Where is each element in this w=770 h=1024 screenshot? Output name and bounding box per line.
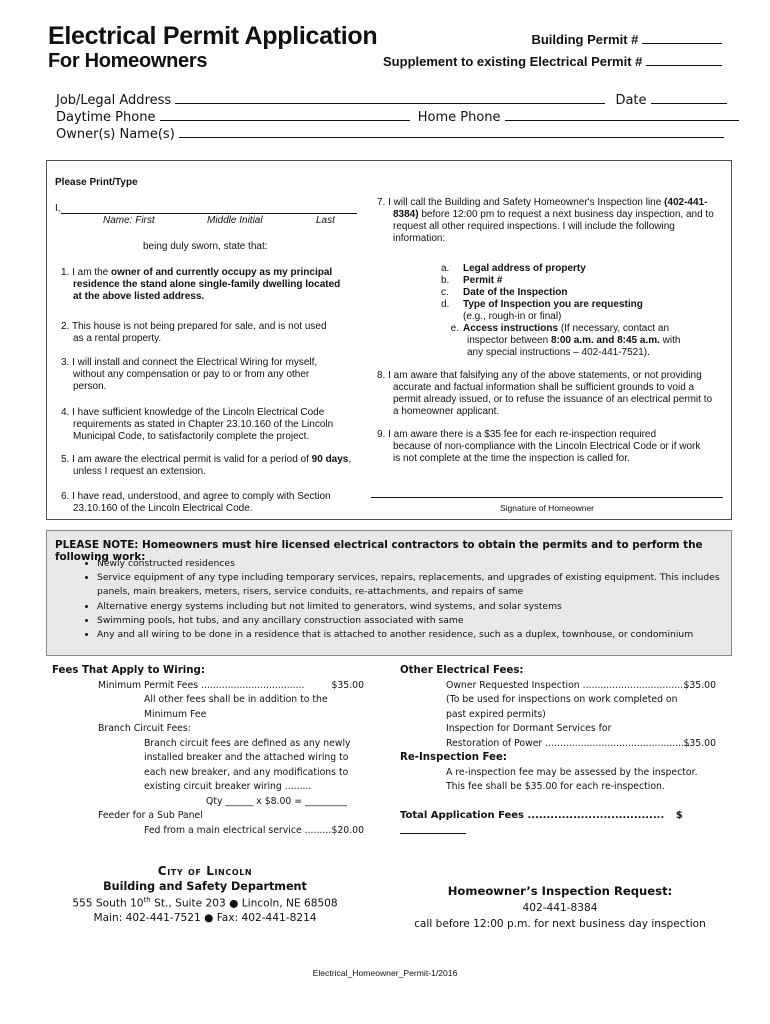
- sub-e2-b: with: [659, 335, 681, 346]
- job-address-row: [56, 90, 727, 108]
- owner-inspection-row: [400, 679, 720, 694]
- signature-label: Signature of Homeowner: [499, 503, 595, 513]
- other-fees-title: Other Electrical Fees:: [400, 665, 524, 676]
- list-item: [61, 267, 361, 303]
- inspection-request-note: call before 12:00 p.m. for next business day inspection: [414, 918, 706, 930]
- sub-b-text: Permit #: [463, 275, 503, 286]
- name-last-label: Last: [316, 215, 335, 226]
- sub-a-text: Legal address of property: [463, 263, 586, 274]
- dormant-amount: $35.00: [683, 737, 716, 749]
- owner-names-label: Owner(s) Name(s): [56, 127, 175, 142]
- note-list: [71, 557, 737, 642]
- sub-e-text: Access instructions: [463, 323, 559, 334]
- item8-line1: 8. I am aware that falsifying any of the above statements, or not providing: [377, 370, 702, 381]
- department-name: Building and Safety Department: [103, 880, 307, 893]
- list-item: • Newly constructed residences: [97, 557, 737, 571]
- inspection-request-phone: 402-441-8384: [522, 902, 598, 914]
- item3-line3: person.: [73, 381, 107, 392]
- building-permit-label: Building Permit #: [531, 32, 639, 47]
- home-phone-label: Home Phone: [417, 110, 501, 125]
- form-title: Electrical Permit Application: [48, 22, 378, 50]
- reinspection-line2: This fee shall be $35.00 for each re-inspection.: [446, 781, 665, 792]
- min-permit-row: [52, 679, 372, 694]
- item8-line3: permit already issued, or to refuse the issuance of an electrical permit to: [393, 394, 713, 405]
- list-item: • Any and all wiring to be done in a residence that is attached to another residence, such as a duplex, townhouse, or condominium: [97, 628, 737, 642]
- list-item: • Alternative energy systems including but not limited to generators, wind systems, and solar systems: [97, 600, 737, 614]
- feeder-title: Feeder for a Sub Panel: [98, 810, 203, 821]
- wiring-fees-section: [52, 664, 372, 838]
- list-item: [61, 357, 317, 393]
- department-phones: Main: 402-441-7521 ● Fax: 402-441-8214: [93, 911, 317, 924]
- name-first-label: Name: First: [103, 215, 155, 226]
- dormant-line1: Inspection for Dormant Services for: [446, 723, 612, 734]
- item2-line2: as a rental property.: [73, 333, 162, 344]
- sub-d-example: (e.g., rough-in or final): [463, 311, 562, 322]
- feeder-amount: $20.00: [331, 824, 364, 836]
- item3-line2: without any compensation or pay to or from any other: [73, 369, 310, 380]
- total-fees-row: [400, 809, 720, 840]
- owner-names-input[interactable]: [179, 124, 724, 138]
- inspection-request-title: Homeowner’s Inspection Request:: [447, 884, 673, 898]
- list-item: [441, 323, 731, 335]
- item5-line2: unless I request an extension.: [73, 466, 206, 477]
- sub-e2-bold: 8:00 a.m. and 8:45 a.m.: [550, 335, 660, 346]
- list-item: • Service equipment of any type including temporary services, repairs, replacements, and upgrades of existing equipment. This includes panels, main breakers, meters, risers, service conduits, re-attachments, and repairs of same: [97, 571, 737, 599]
- supplement-permit-input[interactable]: [646, 52, 722, 66]
- item5-line1: 5. I am aware the electrical permit is valid for a period of: [61, 454, 312, 465]
- job-address-input[interactable]: [175, 90, 605, 104]
- daytime-phone-label: Daytime Phone: [56, 110, 156, 125]
- other-fees-section: [400, 664, 720, 840]
- branch-title: Branch Circuit Fees:: [98, 723, 191, 734]
- licensed-contractor-note: [46, 530, 732, 656]
- building-permit-field: [531, 30, 722, 47]
- date-input[interactable]: [651, 90, 727, 104]
- sub-e2-a: inspector between: [467, 335, 551, 346]
- item4-line1: 4. I have sufficient knowledge of the Lincoln Electrical Code: [61, 407, 325, 418]
- item2-line1: 2. This house is not being prepared for sale, and is not used: [61, 321, 327, 332]
- date-label: Date: [615, 93, 647, 108]
- item7-bold-2: 8384): [393, 209, 419, 220]
- reinspection-line1: A re-inspection fee may be assessed by the inspector.: [446, 766, 698, 778]
- item7-line1: 7. I will call the Building and Safety Homeowner's Inspection line: [377, 197, 665, 208]
- sub-c-letter: c.: [441, 287, 449, 298]
- list-item: • Swimming pools, hot tubs, and any ancillary construction associated with same: [97, 614, 737, 628]
- inspection-info-list: [441, 263, 731, 359]
- city-contact-block: [50, 864, 360, 924]
- address-part1: 555 South 10: [72, 897, 144, 910]
- total-fees-input[interactable]: [400, 823, 466, 834]
- sworn-text: being duly sworn, state that:: [143, 241, 268, 252]
- list-item: [61, 454, 351, 478]
- item7-bold: (402-441-: [664, 197, 708, 208]
- total-fees-label: Total Application Fees ....................................: [400, 809, 665, 821]
- dormant-row: [400, 737, 720, 752]
- item7-line3: request all other required inspections. I will include the following: [393, 221, 675, 232]
- job-address-label: Job/Legal Address: [56, 93, 172, 108]
- item8-line4: a homeowner applicant.: [393, 406, 500, 417]
- reinspection-title: Re-Inspection Fee:: [400, 752, 507, 763]
- supplement-permit-field: [383, 52, 722, 69]
- list-item: [441, 287, 731, 299]
- owner-inspection-amount: $35.00: [683, 679, 716, 691]
- owner-inspection-note1: (To be used for inspections on work completed on: [446, 694, 678, 705]
- name-middle-label: Middle Initial: [207, 215, 263, 226]
- i-label: I,: [55, 203, 61, 214]
- other-fees-line2: Minimum Fee: [144, 708, 207, 720]
- sub-e-line2: [441, 335, 731, 347]
- affidavit-box: [46, 160, 732, 520]
- branch-line3: each new breaker, and any modifications to: [144, 766, 349, 778]
- department-address: [50, 896, 360, 910]
- item5-comma: ,: [348, 454, 352, 465]
- item1-bold: owner of and currently occupy as my principal: [111, 267, 333, 278]
- name-input[interactable]: [61, 213, 357, 214]
- wiring-fees-title: Fees That Apply to Wiring:: [52, 665, 205, 676]
- sub-d-letter: d.: [441, 299, 450, 310]
- sub-b-letter: b.: [441, 275, 450, 286]
- list-item: [61, 491, 331, 515]
- sub-e-letter: e.: [450, 323, 459, 334]
- signature-input[interactable]: [371, 497, 723, 498]
- item1-prefix: 1. I am the: [61, 267, 112, 278]
- supplement-permit-label: Supplement to existing Electrical Permit #: [383, 54, 643, 69]
- sub-e-line3: any special instructions – 402-441-7521).: [467, 347, 650, 358]
- inspection-request-block: [400, 884, 720, 930]
- building-permit-input[interactable]: [642, 30, 722, 44]
- address-part2: St., Suite 203 ● Lincoln, NE 68508: [150, 897, 338, 910]
- item6-line2: 23.10.160 of the Lincoln Electrical Code.: [73, 503, 253, 514]
- list-item: [61, 321, 327, 345]
- item8-line2: accurate and factual information shall be sufficient grounds to void a: [393, 382, 695, 393]
- qty-input[interactable]: Qty ______ x $8.00 = _________: [206, 795, 347, 807]
- feeder-label: Fed from a main electrical service .........: [144, 824, 332, 836]
- owner-row: [56, 124, 724, 142]
- sub-e-rest: (If necessary, contact an: [558, 323, 670, 334]
- address-sup: th: [143, 896, 151, 904]
- sub-d-text: Type of Inspection you are requesting: [463, 299, 643, 310]
- city-name: City of Lincoln: [157, 864, 253, 878]
- home-phone-input[interactable]: [505, 107, 739, 121]
- item4-line2: requirements as stated in Chapter 23.10.160 of the Lincoln: [73, 419, 334, 430]
- phone-row: [56, 107, 739, 125]
- other-fees-line1: All other fees shall be in addition to the: [144, 694, 328, 705]
- item1-bold-3: at the above listed address.: [73, 291, 205, 302]
- item4-line3: Municipal Code, to satisfactorily complete the project.: [73, 431, 310, 442]
- item7-line2: before 12:00 pm to request a next business day inspection, and to: [418, 209, 714, 220]
- form-subtitle: For Homeowners: [48, 50, 208, 72]
- item7-line4: information:: [393, 233, 446, 244]
- list-item: [377, 429, 722, 465]
- branch-line2: installed breaker and the attached wiring to: [144, 752, 349, 763]
- list-item: [441, 263, 731, 275]
- list-item: [441, 275, 731, 287]
- item6-line1: 6. I have read, understood, and agree to comply with Section: [61, 491, 331, 502]
- form-id: Electrical_Homeowner_Permit-1/2016: [312, 968, 458, 978]
- min-permit-label: Minimum Permit Fees ...................................: [98, 679, 305, 691]
- item9-line3: is not complete at the time the inspection is called for.: [393, 453, 630, 464]
- dormant-label: Restoration of Power ..................................................: [446, 737, 693, 749]
- list-item: [61, 407, 333, 443]
- print-type-label: Please Print/Type: [55, 177, 138, 188]
- item3-line1: 3. I will install and connect the Electrical Wiring for myself,: [61, 357, 318, 368]
- min-permit-amount: $35.00: [331, 679, 364, 691]
- list-item: [377, 370, 722, 418]
- daytime-phone-input[interactable]: [160, 107, 410, 121]
- list-item: [377, 197, 722, 245]
- item5-bold: 90 days: [311, 454, 349, 465]
- owner-inspection-note2: past expired permits): [446, 708, 546, 720]
- list-item: [441, 299, 731, 311]
- branch-line4: existing circuit breaker wiring .........: [144, 781, 312, 792]
- total-dollar-sign: $: [675, 809, 683, 821]
- item1-bold-2: residence the stand alone single-family dwelling located: [73, 279, 341, 290]
- note-title: PLEASE NOTE: Homeowners must hire licensed electrical contractors to obtain the permits and to perform the following work:: [55, 539, 703, 563]
- branch-line1: Branch circuit fees are defined as any newly: [144, 737, 351, 749]
- sub-a-letter: a.: [441, 263, 450, 274]
- feeder-row: [52, 824, 372, 839]
- item9-line2: because of non-compliance with the Lincoln Electrical Code or if work: [393, 441, 701, 452]
- item9-line1: 9. I am aware there is a $35 fee for each re-inspection required: [377, 429, 657, 440]
- owner-inspection-label: Owner Requested Inspection .....................................: [446, 679, 692, 691]
- sub-c-text: Date of the Inspection: [463, 287, 568, 298]
